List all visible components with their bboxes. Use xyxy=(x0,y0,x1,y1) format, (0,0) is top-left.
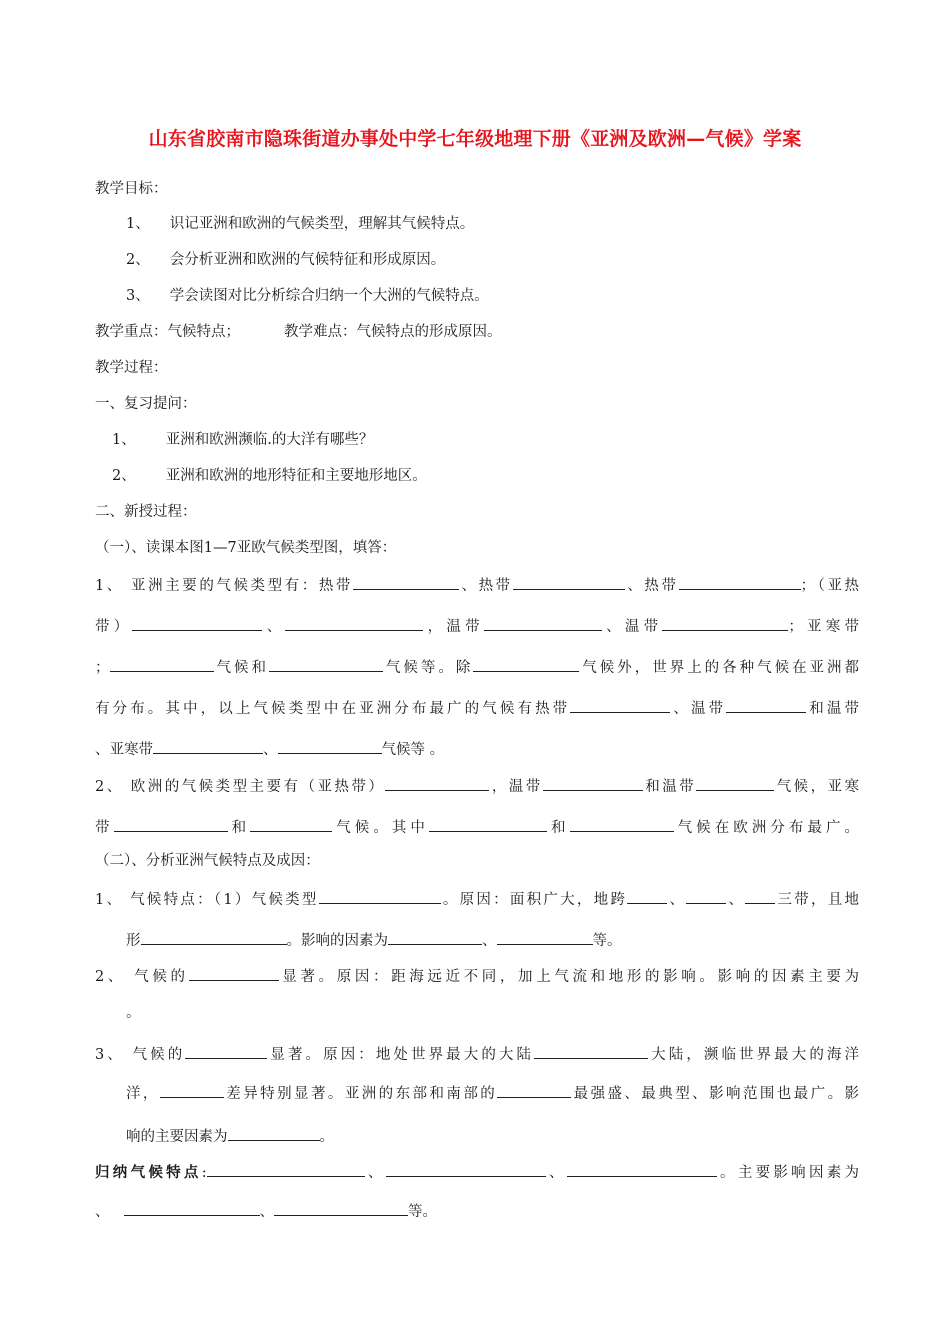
q1-text: 、热带 xyxy=(458,578,513,594)
page-title: 山东省胶南市隐珠街道办事处中学七年级地理下册《亚洲及欧洲—气候》学案 xyxy=(148,128,802,150)
a3-text: 。 xyxy=(319,1129,334,1145)
fill-blank[interactable] xyxy=(160,1081,224,1098)
fill-blank[interactable] xyxy=(274,1199,408,1216)
a1-text: 。影响的因素为 xyxy=(286,933,388,949)
teaching-difficulty: 教学难点：气候特点的形成原因。 xyxy=(284,324,502,340)
q2-text: 气候，亚寒 xyxy=(774,779,860,795)
a1-text: 、 xyxy=(482,933,497,949)
q1-line xyxy=(95,573,859,596)
q1-text: 带） xyxy=(95,619,133,635)
q1-text: 气候外，世界上的各种气候在亚洲都 xyxy=(579,660,860,676)
q1-text: 、亚寒带 xyxy=(95,742,153,758)
summary-line xyxy=(95,1160,859,1183)
q1-text: ； xyxy=(95,660,110,676)
summary-text: 、 xyxy=(545,1165,567,1181)
a3-text: 最强盛、最典型、影响范围也最广。影 xyxy=(571,1086,860,1102)
q1-text: 1、 亚洲主要的气候类型有：热带 xyxy=(95,578,353,594)
a3-line xyxy=(126,1124,334,1147)
fill-blank[interactable] xyxy=(132,614,262,631)
fill-blank[interactable] xyxy=(497,1081,571,1098)
fill-blank[interactable] xyxy=(662,614,788,631)
a1-text: 形 xyxy=(126,933,141,949)
q2-text: 和温带 xyxy=(642,779,697,795)
a1-text: 。原因：面积广大，地跨 xyxy=(440,892,628,908)
q2-text: 和 xyxy=(227,820,251,836)
a1-line xyxy=(126,928,622,951)
summary-text: 。主要影响因素为 xyxy=(716,1165,860,1181)
review-number: 2、 xyxy=(112,468,136,484)
fill-blank[interactable] xyxy=(513,573,625,590)
q1-text: 有分布。其中，以上气候类型中在亚洲分布最广的气候有热带 xyxy=(95,701,571,717)
fill-blank[interactable] xyxy=(319,887,441,904)
a3-text: 大陆，濒临世界最大的海洋 xyxy=(648,1047,859,1063)
summary-text: : xyxy=(201,1165,207,1181)
q2-text: 带 xyxy=(95,820,114,836)
review-number: 1、 xyxy=(112,432,136,448)
q1-text: 气候等 。 xyxy=(381,742,445,758)
new-heading: 二、新授过程： xyxy=(95,504,197,520)
fill-blank[interactable] xyxy=(285,614,423,631)
summary-line xyxy=(95,1199,437,1222)
a1-text: （1）气候类型 xyxy=(213,892,319,908)
goal-item xyxy=(126,214,474,234)
q1-line xyxy=(95,614,859,637)
teaching-focus: 教学重点：气候特点； xyxy=(95,324,240,340)
fill-blank[interactable] xyxy=(386,1160,546,1177)
summary-text: 、 xyxy=(95,1204,110,1220)
q1-text: 和温带 xyxy=(806,701,860,717)
part1-heading: （一）、读课本图1—7亚欧气候类型图，填答： xyxy=(95,540,397,556)
a1-text: 、 xyxy=(726,892,746,908)
goal-number: 3、 xyxy=(126,288,150,304)
a1-text: 三带，且地 xyxy=(775,892,860,908)
a2-text: 显著。原因：距海远近不同，加上气流和地形的影响。影响的因素主要为 xyxy=(278,969,859,985)
q1-text: 气候等。除 xyxy=(382,660,474,676)
summary-label: 归纳气候特点 xyxy=(95,1165,202,1181)
fill-blank[interactable] xyxy=(497,928,593,945)
fill-blank[interactable] xyxy=(353,573,459,590)
fill-blank[interactable] xyxy=(269,655,383,672)
fill-blank[interactable] xyxy=(110,655,214,672)
fill-blank[interactable] xyxy=(228,1124,320,1141)
a1-line xyxy=(95,887,859,910)
fill-blank[interactable] xyxy=(627,887,667,904)
fill-blank[interactable] xyxy=(185,1042,267,1059)
fill-blank[interactable] xyxy=(567,1160,717,1177)
a3-text: 洋， xyxy=(126,1086,160,1102)
summary-text: 、 xyxy=(364,1165,386,1181)
review-text: 亚洲和欧洲的地形特征和主要地形地区。 xyxy=(165,468,427,484)
fill-blank[interactable] xyxy=(679,573,801,590)
q1-text: 、热带 xyxy=(624,578,679,594)
a1-text: 等。 xyxy=(592,933,622,949)
fill-blank[interactable] xyxy=(124,1199,260,1216)
q2-text: 2、 欧洲的气候类型主要有（亚热带） xyxy=(95,779,386,795)
fill-blank[interactable] xyxy=(388,928,482,945)
q1-line xyxy=(95,737,444,760)
q2-line xyxy=(95,774,859,797)
goal-text: 识记亚洲和欧洲的气候类型，理解其气候特点。 xyxy=(169,216,475,232)
fill-blank[interactable] xyxy=(745,887,775,904)
goal-item xyxy=(126,286,489,306)
q2-text: 气候。其中 xyxy=(332,820,429,836)
goal-number: 2、 xyxy=(126,252,150,268)
a3-text: 3、 气候的 xyxy=(95,1047,186,1063)
fill-blank[interactable] xyxy=(484,614,602,631)
fill-blank[interactable] xyxy=(570,815,674,832)
fill-blank[interactable] xyxy=(473,655,579,672)
q1-text: 、温带 xyxy=(601,619,663,635)
process-heading: 教学过程： xyxy=(95,360,168,376)
a2-text: 2、 气候的 xyxy=(95,969,189,985)
review-heading: 一、复习提问： xyxy=(95,396,197,412)
fill-blank[interactable] xyxy=(385,774,489,791)
goal-text: 学会读图对比分析综合归纳一个大洲的气候特点。 xyxy=(169,288,489,304)
fill-blank[interactable] xyxy=(429,815,547,832)
q2-line xyxy=(95,815,859,838)
a2-line: 。 xyxy=(126,1005,141,1021)
fill-blank[interactable] xyxy=(726,696,806,713)
q1-text: 、 xyxy=(263,742,278,758)
goal-item xyxy=(126,250,445,270)
fill-blank[interactable] xyxy=(250,815,332,832)
review-item xyxy=(112,430,373,450)
fill-blank[interactable] xyxy=(534,1042,648,1059)
q1-text: ，温带 xyxy=(423,619,484,635)
q2-text: ，温带 xyxy=(489,779,543,795)
goals-heading: 教学目标： xyxy=(95,181,168,197)
a3-text: 响的主要因素为 xyxy=(126,1129,228,1145)
a3-text: 显著。原因：地处世界最大的大陆 xyxy=(267,1047,535,1063)
a3-line xyxy=(126,1081,859,1104)
review-text: 亚洲和欧洲濒临.的大洋有哪些？ xyxy=(165,432,374,448)
a2-line xyxy=(95,964,859,987)
q1-line xyxy=(95,696,859,719)
q1-text: 气候和 xyxy=(213,660,269,676)
a1-text: 1、 气候特点： xyxy=(95,892,214,908)
a3-text: 差异特别显著。亚洲的东部和南部的 xyxy=(223,1086,498,1102)
focus-line xyxy=(95,322,502,342)
a1-text: 、 xyxy=(667,892,687,908)
fill-blank[interactable] xyxy=(543,774,643,791)
q1-text: 、温带 xyxy=(670,701,727,717)
part2-heading: （二）、分析亚洲气候特点及成因： xyxy=(95,853,320,869)
q2-text: 气候在欧洲分布最广。 xyxy=(673,820,860,836)
review-item xyxy=(112,466,427,486)
q1-text: ；（亚热 xyxy=(800,578,860,594)
q2-text: 和 xyxy=(546,820,570,836)
fill-blank[interactable] xyxy=(696,774,774,791)
fill-blank[interactable] xyxy=(189,964,279,981)
q1-line xyxy=(95,655,859,678)
fill-blank[interactable] xyxy=(686,887,726,904)
fill-blank[interactable] xyxy=(114,815,228,832)
q1-text: 、 xyxy=(262,619,286,635)
summary-text: 、 xyxy=(259,1204,274,1220)
fill-blank[interactable] xyxy=(153,737,263,754)
fill-blank[interactable] xyxy=(278,737,382,754)
q1-text: ；亚寒带 xyxy=(788,619,860,635)
goal-text: 会分析亚洲和欧洲的气候特征和形成原因。 xyxy=(169,252,446,268)
fill-blank[interactable] xyxy=(570,696,670,713)
fill-blank[interactable] xyxy=(141,928,287,945)
goal-number: 1、 xyxy=(126,216,150,232)
summary-text: 等。 xyxy=(408,1204,437,1220)
fill-blank[interactable] xyxy=(207,1160,365,1177)
a3-line xyxy=(95,1042,859,1065)
